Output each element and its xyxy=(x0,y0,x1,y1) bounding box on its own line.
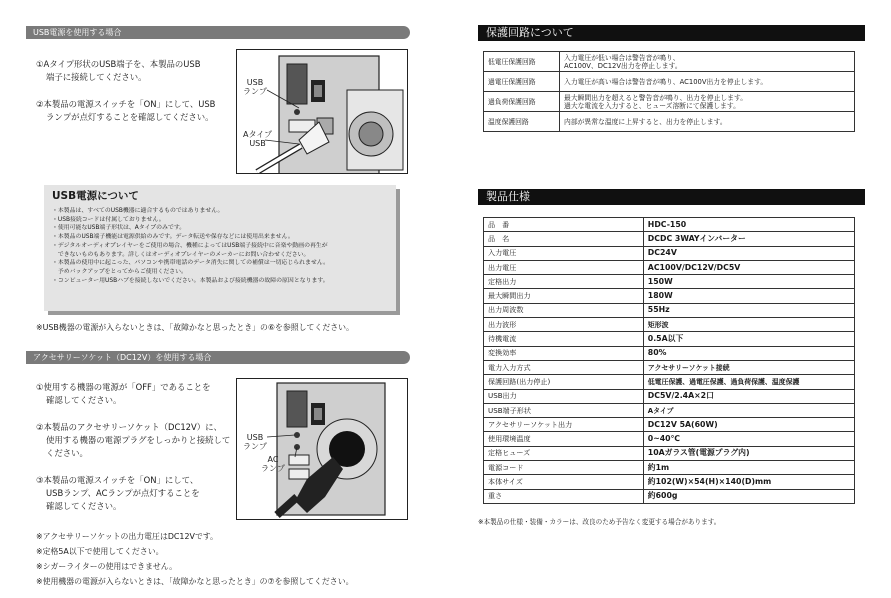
list-item: ・本製品の使用中に起こった、パソコンや携帯電話のデータ消失に関しての補償は一切応じられません。 xyxy=(52,260,329,267)
usb-section-title: USB電源を使用する場合 xyxy=(26,26,410,39)
accessory-socket-figure xyxy=(236,378,408,520)
spec-label: 使用環境温度 xyxy=(484,432,644,446)
protection-label: 過電圧保護回路 xyxy=(484,72,560,92)
list-item: ・使用可能なUSB端子形状は、Aタイプのみです。 xyxy=(52,225,186,232)
usb-note: ※USB機器の電源が入らないときは、「故障かなと思ったとき」の⑥を参照してください。 xyxy=(36,323,354,332)
specs-footnote: ※本製品の仕様・装備・カラーは、改良のため予告なく変更する場合があります。 xyxy=(478,518,721,526)
spec-value: 約102(W)×54(H)×140(D)mm xyxy=(643,475,854,489)
list-item: ・コンピューター用USBハブを接続しないでください。本製品および接続機器の故障の原因となります。 xyxy=(52,277,329,284)
spec-label: 電力入力方式 xyxy=(484,360,644,374)
table-row xyxy=(484,232,855,246)
spec-value: Aタイプ xyxy=(643,403,854,417)
spec-label: USB端子形状 xyxy=(484,403,644,417)
protection-label: 温度保護回路 xyxy=(484,112,560,132)
protection-text: 入力電圧が高い場合は警告音が鳴り、AC100V出力を停止します。 xyxy=(560,72,855,92)
spec-label: 品 番 xyxy=(484,218,644,232)
protection-text: 内部が異常な温度に上昇すると、出力を停止します。 xyxy=(560,112,855,132)
list-item: ・USB接続コードは付属しておりません。 xyxy=(52,216,165,223)
list-item: 予めバックアップをとってからご使用ください。 xyxy=(52,268,187,275)
acc-step-2: ②本製品のアクセサリーソケット（DC12V）に、 使用する機器の電源プラグをしっかりと接続して ください。 xyxy=(36,422,231,458)
spec-value: 180W xyxy=(643,289,854,303)
spec-label: 待機電流 xyxy=(484,332,644,346)
spec-label: 本体サイズ xyxy=(484,475,644,489)
table-row xyxy=(484,389,855,403)
usb-box-title: USB電源について xyxy=(52,190,139,202)
list-item: ・本製品のUSB端子機能は電源供給のみです。データ転送や保存などには使用出来ません。 xyxy=(52,234,294,241)
table-row xyxy=(484,72,855,92)
acc-step-1: ①使用する機器の電源が「OFF」であることを 確認してください。 xyxy=(36,382,211,405)
table-row xyxy=(484,260,855,274)
table-row xyxy=(484,360,855,374)
table-row xyxy=(484,303,855,317)
spec-value: 矩形波 xyxy=(643,318,854,332)
spec-value: アクセサリーソケット接続 xyxy=(643,360,854,374)
list-item: ・本製品は、すべてのUSB機器に適合するものではありません。 xyxy=(52,208,224,214)
acc-usb-lamp-label: USB ランプ xyxy=(243,433,267,451)
spec-value: DCDC 3WAYインバーター xyxy=(643,232,854,246)
table-row xyxy=(484,92,855,112)
spec-value: DC24V xyxy=(643,246,854,260)
table-row xyxy=(484,489,855,503)
table-row xyxy=(484,275,855,289)
spec-label: USB出力 xyxy=(484,389,644,403)
spec-value: 低電圧保護、過電圧保護、過負荷保護、温度保護 xyxy=(643,375,854,389)
inverter-usb-illustration xyxy=(237,50,407,173)
table-row xyxy=(484,52,855,72)
spec-label: 出力周波数 xyxy=(484,303,644,317)
spec-label: 変換効率 xyxy=(484,346,644,360)
table-row xyxy=(484,289,855,303)
usb-connection-figure xyxy=(236,49,408,174)
spec-label: 定格出力 xyxy=(484,275,644,289)
table-row xyxy=(484,418,855,432)
specs-table xyxy=(483,217,855,504)
spec-value: 80% xyxy=(643,346,854,360)
acc-ac-lamp-label: AC ランプ xyxy=(261,455,285,473)
spec-value: 0~40℃ xyxy=(643,432,854,446)
protection-label: 低電圧保護回路 xyxy=(484,52,560,72)
spec-value: 0.5A以下 xyxy=(643,332,854,346)
spec-value: 150W xyxy=(643,275,854,289)
spec-value: 10Aガラス管(電源プラグ内) xyxy=(643,446,854,460)
protection-text: 最大瞬間出力を超えると警告音が鳴り、出力を停止します。 過大な電流を入力すると、ヒューズ溶断にて保護します。 xyxy=(560,92,855,112)
spec-value: 約600g xyxy=(643,489,854,503)
table-row xyxy=(484,375,855,389)
usb-power-info-box xyxy=(44,185,396,311)
spec-label: 出力波形 xyxy=(484,318,644,332)
list-item: ・デジタルオーディオプレイヤーをご使用の場合、機種によってはUSB端子接続中に音楽や動画の再生が xyxy=(52,242,328,249)
table-row xyxy=(484,246,855,260)
table-row xyxy=(484,475,855,489)
usb-box-list xyxy=(52,207,388,285)
list-item: できないものもあります。詳しくはオーディオプレイヤーのメーカーにお問い合わせください。 xyxy=(52,251,310,258)
acc-note-3: ※シガーライターの使用はできません。 xyxy=(36,562,177,571)
a-type-usb-label: Aタイプ USB xyxy=(243,130,273,148)
spec-label: アクセサリーソケット出力 xyxy=(484,418,644,432)
usb-step-2: ②本製品の電源スイッチを「ON」にして、USB ランプが点灯することを確認してください。 xyxy=(36,99,216,122)
table-row xyxy=(484,432,855,446)
table-row xyxy=(484,346,855,360)
spec-label: 品 名 xyxy=(484,232,644,246)
specs-title: 製品仕様 xyxy=(478,189,865,205)
spec-label: 最大瞬間出力 xyxy=(484,289,644,303)
protection-text: 入力電圧が低い場合は警告音が鳴り、 AC100V、DC12V出力を停止します。 xyxy=(560,52,855,72)
usb-step-1: ①Aタイプ形状のUSB端子を、本製品のUSB 端子に接続してください。 xyxy=(36,59,201,82)
spec-value: DC5V/2.4A×2口 xyxy=(643,389,854,403)
acc-section-title: アクセサリーソケット（DC12V）を使用する場合 xyxy=(26,351,410,364)
spec-label: 重さ xyxy=(484,489,644,503)
spec-value: AC100V/DC12V/DC5V xyxy=(643,260,854,274)
protection-label: 過負荷保護回路 xyxy=(484,92,560,112)
spec-value: 55Hz xyxy=(643,303,854,317)
table-row xyxy=(484,318,855,332)
spec-label: 電源コード xyxy=(484,461,644,475)
acc-note-2: ※定格5A以下で使用してください。 xyxy=(36,547,164,556)
table-row xyxy=(484,446,855,460)
spec-value: HDC-150 xyxy=(643,218,854,232)
spec-value: DC12V 5A(60W) xyxy=(643,418,854,432)
acc-note-4: ※使用機器の電源が入らないときは、「故障かなと思ったとき」の⑦を参照してください。 xyxy=(36,577,354,586)
spec-label: 保護回路(出力停止) xyxy=(484,375,644,389)
acc-step-3: ③本製品の電源スイッチを「ON」にして、 USBランプ、ACランプが点灯することを 確認してください。 xyxy=(36,475,200,511)
table-row xyxy=(484,112,855,132)
table-row xyxy=(484,403,855,417)
table-row xyxy=(484,461,855,475)
spec-label: 出力電圧 xyxy=(484,260,644,274)
acc-note-1: ※アクセサリーソケットの出力電圧はDC12Vです。 xyxy=(36,532,218,541)
usb-lamp-label: USB ランプ xyxy=(243,78,267,96)
protection-table xyxy=(483,51,855,132)
protection-title: 保護回路について xyxy=(478,25,865,41)
table-row xyxy=(484,218,855,232)
table-row xyxy=(484,332,855,346)
spec-label: 定格ヒューズ xyxy=(484,446,644,460)
spec-value: 約1m xyxy=(643,461,854,475)
spec-label: 入力電圧 xyxy=(484,246,644,260)
